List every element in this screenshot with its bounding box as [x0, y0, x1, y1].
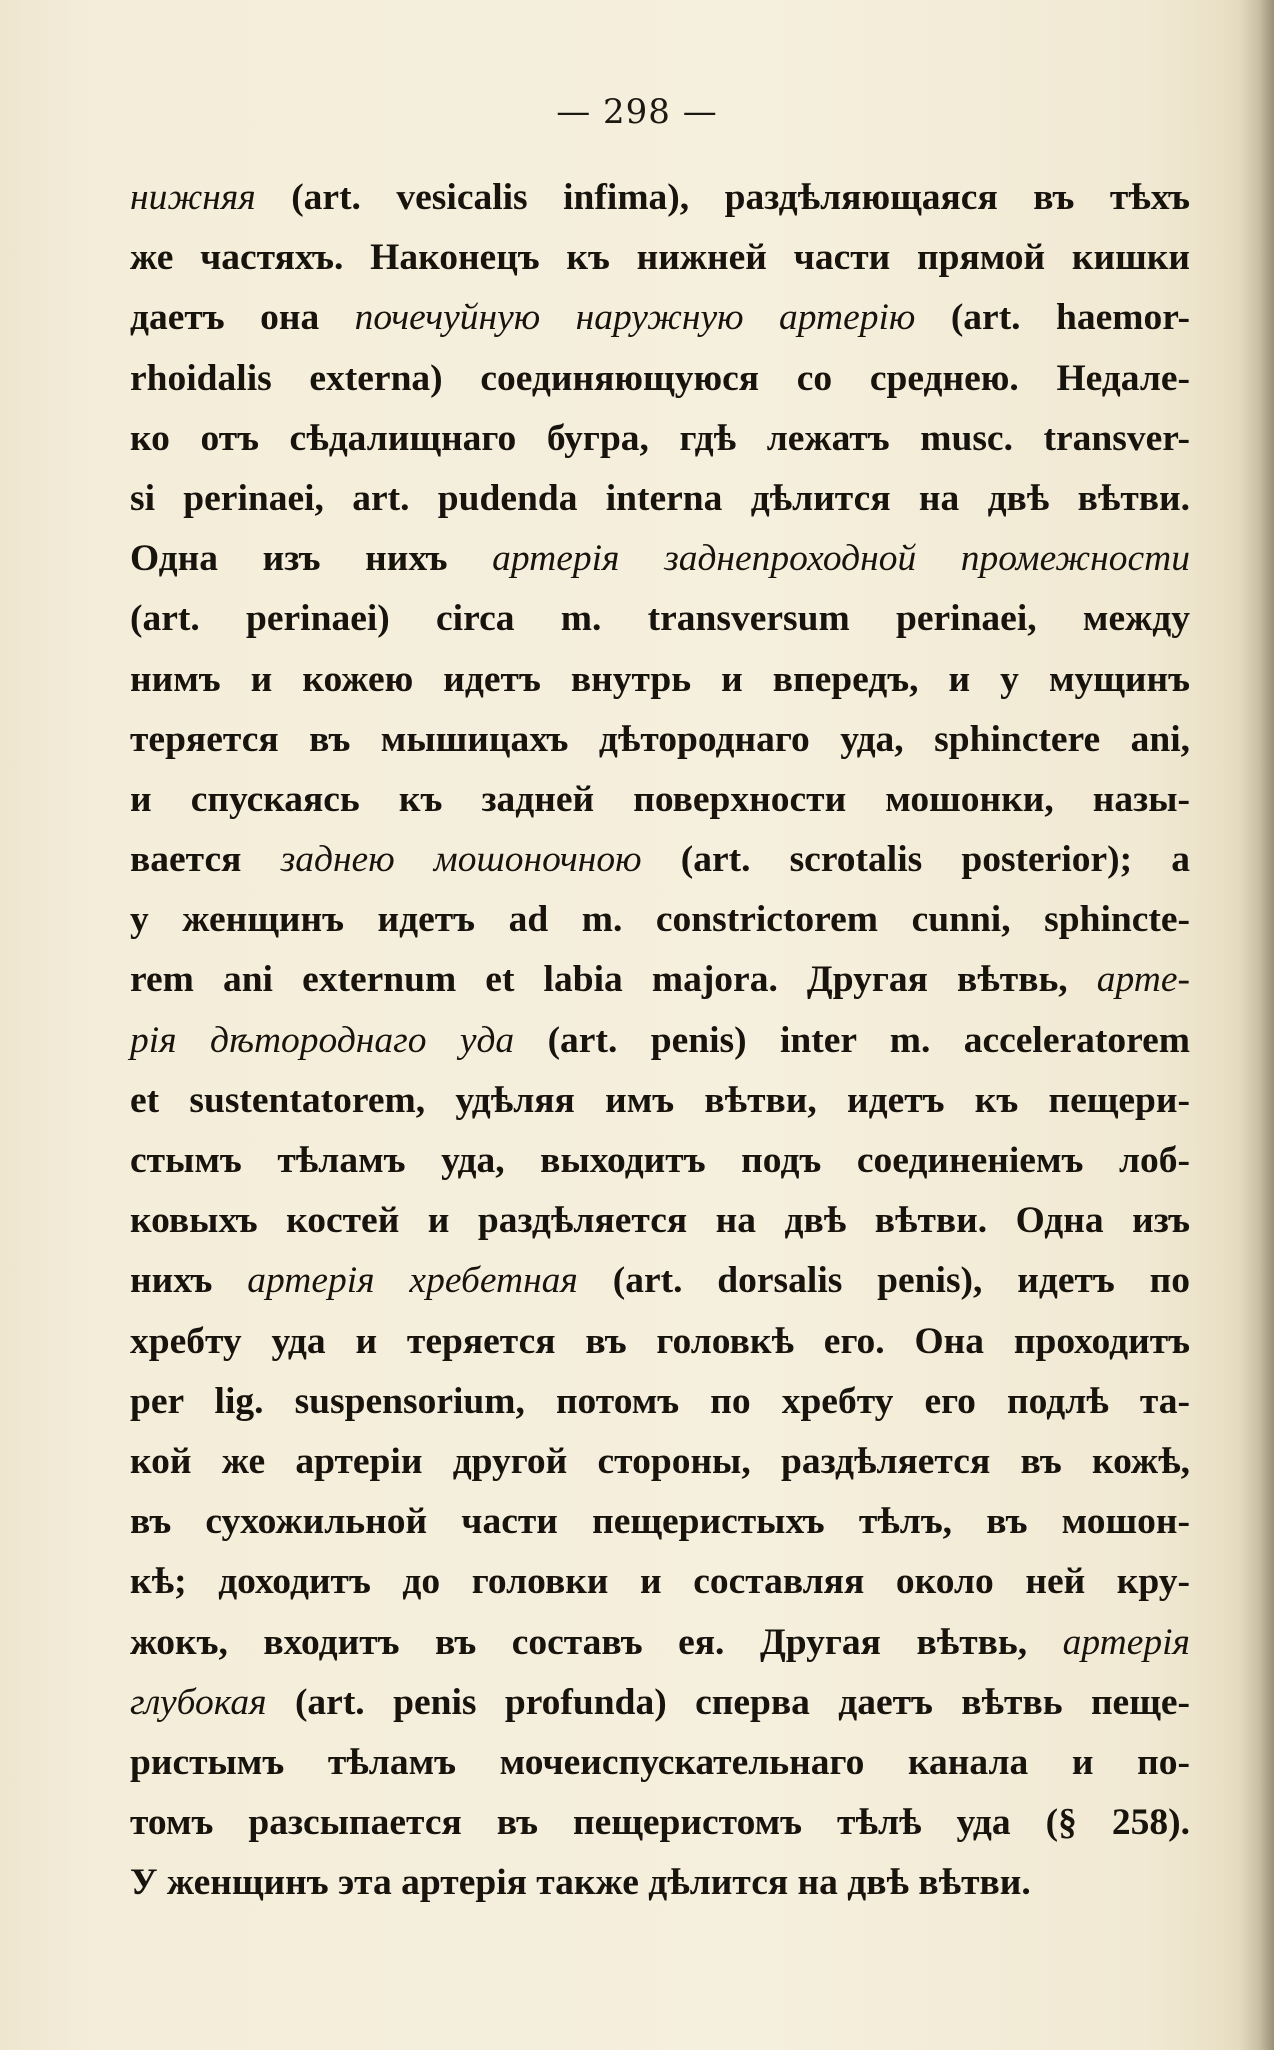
page-edge-shadow [1240, 0, 1274, 2050]
text-line: вается заднею мошоночною (art. scrotalis posterior); а [130, 839, 1190, 881]
text-line: въ сухожильной части пещеристыхъ тѣлъ, въ мошон- [130, 1501, 1190, 1543]
text-line: хребту уда и теряется въ головкѣ его. Она проходитъ [130, 1320, 1190, 1362]
text-line: ко отъ сѣдалищнаго бугра, гдѣ лежатъ musc. transver- [130, 417, 1190, 459]
text-line: теряется въ мышицахъ дѣтороднаго уда, sphinctere ani, [130, 718, 1190, 760]
text-line: глубокая (art. penis profunda) сперва даетъ вѣтвь пеще- [130, 1681, 1190, 1723]
text-line: рія дѣтороднаго уда (art. penis) inter m. acceleratorem [130, 1019, 1190, 1061]
text-line: Одна изъ нихъ артерія заднепроходной промежности [130, 538, 1190, 580]
text-line: и спускаясь къ задней поверхности мошонки, назы- [130, 778, 1190, 820]
text-line: же частяхъ. Наконецъ къ нижней части прямой кишки [130, 237, 1190, 279]
text-line: стымъ тѣламъ уда, выходитъ подъ соединеніемъ лоб- [130, 1140, 1190, 1181]
text-line: кѣ; доходитъ до головки и составляя около ней кру- [130, 1561, 1190, 1603]
text-line: per lig. suspensorium, потомъ по хребту его подлѣ та- [130, 1380, 1190, 1422]
text-line: у женщинъ идетъ ad m. constrictorem cunni, sphincte- [130, 899, 1190, 941]
text-line: ристымъ тѣламъ мочеиспускательнаго канала и по- [130, 1741, 1190, 1783]
text-line: нихъ артерія хребетная (art. dorsalis penis), идетъ по [130, 1260, 1190, 1302]
text-line: si perinaei, art. pudenda interna дѣлится на двѣ вѣтви. [130, 477, 1190, 519]
text-line: rem ani externum et labia majora. Другая вѣтвь, арте- [130, 959, 1190, 1001]
body-text [130, 168, 1190, 1913]
text-line: кой же артеріи другой стороны, раздѣляется въ кожѣ, [130, 1440, 1190, 1482]
text-line: rhoidalis externa) соединяющуюся со среднею. Недале- [130, 357, 1190, 399]
text-line: нимъ и кожею идетъ внутрь и впередъ, и у мущинъ [130, 658, 1190, 700]
text-line: нижняя (art. vesicalis infima), раздѣляющаяся въ тѣхъ [130, 177, 1190, 218]
text-line: жокъ, входитъ въ составъ ея. Другая вѣтвь, артерія [130, 1621, 1190, 1663]
text-line: томъ разсыпается въ пещеристомъ тѣлѣ уда (§ 258). [130, 1802, 1190, 1844]
text-line: У женщинъ эта артерія также дѣлится на двѣ вѣтви. [130, 1862, 1031, 1904]
text-line: даетъ она почечуйную наружную артерію (art. haemor- [130, 297, 1190, 339]
text-line: et sustentatorem, удѣляя имъ вѣтви, идетъ къ пещери- [130, 1079, 1190, 1121]
page-number: — 298 — [556, 92, 718, 132]
text-line: (art. perinaei) circa m. transversum perinaei, между [130, 598, 1190, 640]
text-line: ковыхъ костей и раздѣляется на двѣ вѣтви. Одна изъ [130, 1200, 1190, 1242]
